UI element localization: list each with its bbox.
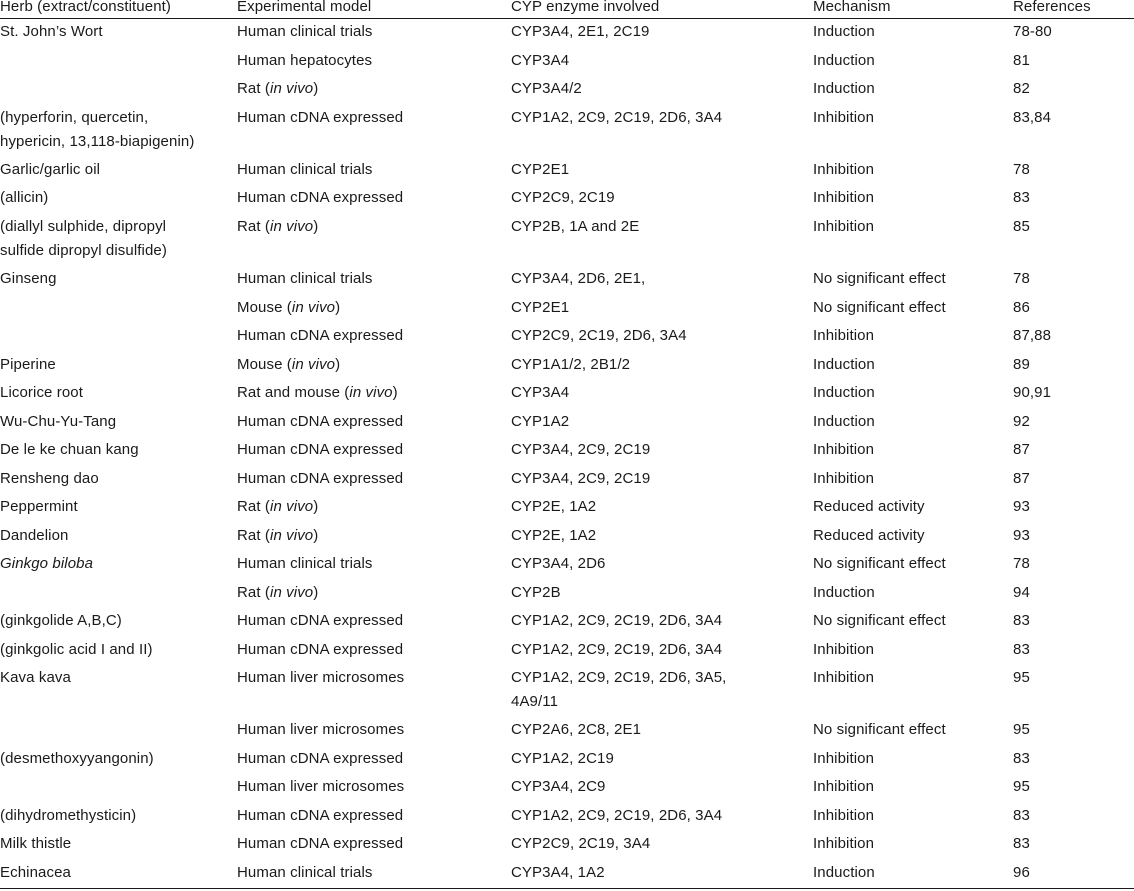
table-top-rule [0, 18, 1134, 19]
cell-mechanism: Inhibition [813, 189, 875, 206]
table-row [0, 718, 1134, 747]
header-references: References [1013, 0, 1091, 15]
table-row [0, 215, 1134, 267]
cell-cyp: CYP3A4/2 [511, 80, 582, 97]
cell-herb: Licorice root [0, 384, 84, 401]
cell-cyp: CYP2A6, 2C8, 2E1 [511, 721, 642, 738]
cell-model: Human clinical trials [237, 23, 373, 40]
table-row [0, 186, 1134, 215]
table-row [0, 747, 1134, 775]
cell-cyp: CYP2C9, 2C19, 2D6, 3A4 [511, 327, 687, 344]
cell-mechanism: Induction [813, 80, 875, 97]
cell-references: 93 [1013, 498, 1030, 515]
table-row [0, 324, 1134, 353]
cell-references: 82 [1013, 80, 1030, 97]
cell-herb: Piperine [0, 356, 56, 373]
cell-mechanism: Inhibition [813, 441, 875, 458]
cell-herb: (desmethoxyyangonin) [0, 750, 154, 767]
table-row [0, 49, 1134, 77]
cell-model: Human clinical trials [237, 555, 373, 572]
table-row [0, 438, 1134, 467]
cell-references: 93 [1013, 527, 1030, 544]
cell-mechanism: No significant effect [813, 612, 946, 629]
cell-herb: Kava kava [0, 669, 71, 686]
cell-mechanism: Inhibition [813, 750, 875, 767]
cell-references: 78 [1013, 270, 1030, 287]
cell-mechanism: Induction [813, 864, 875, 881]
cell-model: Human cDNA expressed [237, 835, 404, 852]
cell-herb: Echinacea [0, 864, 71, 881]
table-row [0, 495, 1134, 524]
cell-mechanism: No significant effect [813, 299, 946, 316]
cell-model: Human cDNA expressed [237, 327, 404, 344]
cell-model: Human cDNA expressed [237, 470, 404, 487]
cell-mechanism: Inhibition [813, 669, 875, 686]
table-row [0, 410, 1134, 438]
cell-herb: Ginkgo biloba [0, 555, 94, 572]
cell-herb: Milk thistle [0, 835, 72, 852]
cell-references: 78 [1013, 555, 1030, 572]
cell-cyp: CYP1A2 [511, 413, 570, 430]
table-row [0, 524, 1134, 552]
cell-herb: (ginkgolic acid I and II) [0, 641, 153, 658]
cell-model: Human liver microsomes [237, 669, 405, 686]
cell-mechanism: Inhibition [813, 218, 875, 235]
header-model: Experimental model [237, 0, 372, 15]
cell-model: Rat (in vivo) [237, 80, 319, 97]
cell-references: 83,84 [1013, 109, 1052, 126]
cell-mechanism: Reduced activity [813, 498, 925, 515]
cell-references: 81 [1013, 52, 1030, 69]
cell-model: Human cDNA expressed [237, 750, 404, 767]
cell-cyp: CYP2E1 [511, 161, 570, 178]
cell-references: 87 [1013, 441, 1030, 458]
table-row [0, 609, 1134, 638]
cell-references: 86 [1013, 299, 1030, 316]
cell-model: Rat (in vivo) [237, 498, 319, 515]
table-row [0, 106, 1134, 158]
cell-references: 94 [1013, 584, 1030, 601]
table-row [0, 638, 1134, 666]
cell-mechanism: No significant effect [813, 270, 946, 287]
table-row [0, 832, 1134, 861]
cell-model: Human cDNA expressed [237, 109, 404, 126]
cell-cyp: CYP3A4, 2D6, 2E1, [511, 270, 646, 287]
table-row [0, 775, 1134, 804]
cell-cyp: CYP3A4, 1A2 [511, 864, 605, 881]
cell-mechanism: Induction [813, 356, 875, 373]
cell-herb: De le ke chuan kang [0, 441, 139, 458]
cell-mechanism: Induction [813, 52, 875, 69]
cell-mechanism: Inhibition [813, 641, 875, 658]
cell-references: 83 [1013, 807, 1030, 824]
table-row [0, 77, 1134, 106]
cell-mechanism: Inhibition [813, 161, 875, 178]
cell-herb: Ginseng [0, 270, 57, 287]
cell-mechanism: Inhibition [813, 109, 875, 126]
cell-model: Human liver microsomes [237, 721, 405, 738]
cell-mechanism: Induction [813, 23, 875, 40]
cell-herb: Wu-Chu-Yu-Tang [0, 413, 117, 430]
cell-model: Human cDNA expressed [237, 413, 404, 430]
table-row [0, 666, 1134, 718]
table-body [0, 20, 1134, 889]
cell-cyp: CYP2E, 1A2 [511, 498, 597, 515]
cell-model: Human cDNA expressed [237, 441, 404, 458]
cell-references: 87,88 [1013, 327, 1052, 344]
cell-cyp: CYP3A4, 2C9, 2C19 [511, 470, 651, 487]
cell-model: Human hepatocytes [237, 52, 373, 69]
cell-cyp: CYP2B, 1A and 2E [511, 218, 640, 235]
cell-cyp: CYP3A4, 2E1, 2C19 [511, 23, 650, 40]
cell-herb: Garlic/garlic oil [0, 161, 101, 178]
cell-references: 87 [1013, 470, 1030, 487]
cell-cyp: CYP2C9, 2C19, 3A4 [511, 835, 651, 852]
cell-mechanism: Inhibition [813, 807, 875, 824]
table-row [0, 20, 1134, 49]
cell-model: Human cDNA expressed [237, 189, 404, 206]
cell-references: 92 [1013, 413, 1030, 430]
cell-references: 89 [1013, 356, 1030, 373]
cell-cyp: CYP1A1/2, 2B1/2 [511, 356, 631, 373]
cell-model: Human liver microsomes [237, 778, 405, 795]
cell-model: Rat (in vivo) [237, 527, 319, 544]
cell-cyp: CYP3A4, 2C9, 2C19 [511, 441, 651, 458]
cell-cyp: CYP1A2, 2C9, 2C19, 2D6, 3A4 [511, 641, 723, 658]
cell-references: 83 [1013, 835, 1030, 852]
cell-herb: (allicin) [0, 189, 49, 206]
cell-herb: Rensheng dao [0, 470, 99, 487]
cell-references: 83 [1013, 189, 1030, 206]
table-row [0, 267, 1134, 296]
table-row [0, 581, 1134, 609]
cell-cyp: CYP3A4, 2C9 [511, 778, 606, 795]
cell-references: 78 [1013, 161, 1030, 178]
table-row [0, 467, 1134, 495]
table-row [0, 861, 1134, 889]
cell-cyp: CYP3A4 [511, 384, 570, 401]
cell-references: 95 [1013, 778, 1030, 795]
cell-mechanism: No significant effect [813, 721, 946, 738]
table-header [0, 0, 1134, 18]
cell-references: 95 [1013, 669, 1030, 686]
cell-references: 83 [1013, 750, 1030, 767]
cell-references: 78-80 [1013, 23, 1052, 40]
cell-model: Human clinical trials [237, 161, 373, 178]
cell-cyp: CYP1A2, 2C19 [511, 750, 614, 767]
cell-model: Rat (in vivo) [237, 218, 319, 235]
cell-herb: Dandelion [0, 527, 69, 544]
cell-mechanism: Inhibition [813, 470, 875, 487]
cell-cyp: CYP2B [511, 584, 561, 601]
cell-references: 95 [1013, 721, 1030, 738]
cell-references: 85 [1013, 218, 1030, 235]
cell-model: Human clinical trials [237, 864, 373, 881]
cell-mechanism: Reduced activity [813, 527, 925, 544]
cell-model: Human cDNA expressed [237, 807, 404, 824]
cell-model: Human cDNA expressed [237, 612, 404, 629]
cell-herb: (hyperforin, quercetin, hypericin, 13,118-biapigenin) [0, 109, 195, 150]
cell-model: Human cDNA expressed [237, 641, 404, 658]
cell-model: Rat and mouse (in vivo) [237, 384, 398, 401]
table-row [0, 158, 1134, 186]
cell-mechanism: Inhibition [813, 778, 875, 795]
header-herb: Herb (extract/constituent) [0, 0, 171, 15]
table-row [0, 381, 1134, 410]
cell-mechanism: Inhibition [813, 835, 875, 852]
cell-model: Mouse (in vivo) [237, 356, 341, 373]
table-bottom-rule [0, 888, 1134, 889]
cell-mechanism: Inhibition [813, 327, 875, 344]
table-row [0, 296, 1134, 324]
cell-cyp: CYP2E, 1A2 [511, 527, 597, 544]
cell-references: 83 [1013, 612, 1030, 629]
header-cyp: CYP enzyme involved [511, 0, 660, 15]
cell-model: Human clinical trials [237, 270, 373, 287]
cell-mechanism: Induction [813, 584, 875, 601]
cell-herb: Peppermint [0, 498, 78, 515]
cell-mechanism: Induction [813, 384, 875, 401]
cell-mechanism: Induction [813, 413, 875, 430]
cell-cyp: CYP1A2, 2C9, 2C19, 2D6, 3A4 [511, 612, 723, 629]
cell-cyp: CYP3A4 [511, 52, 570, 69]
cell-herb: (dihydromethysticin) [0, 807, 137, 824]
cell-cyp: CYP1A2, 2C9, 2C19, 2D6, 3A4 [511, 807, 723, 824]
cell-cyp: CYP1A2, 2C9, 2C19, 2D6, 3A5, 4A9/11 [511, 669, 727, 710]
cell-references: 90,91 [1013, 384, 1052, 401]
table-row [0, 353, 1134, 381]
cell-herb: (ginkgolide A,B,C) [0, 612, 122, 629]
cell-mechanism: No significant effect [813, 555, 946, 572]
header-mechanism: Mechanism [813, 0, 891, 15]
cell-model: Rat (in vivo) [237, 584, 319, 601]
cell-cyp: CYP2E1 [511, 299, 570, 316]
cell-references: 83 [1013, 641, 1030, 658]
cell-herb: (diallyl sulphide, dipropyl sulfide dipropyl disulfide) [0, 218, 167, 259]
cell-cyp: CYP1A2, 2C9, 2C19, 2D6, 3A4 [511, 109, 723, 126]
table-row [0, 552, 1134, 581]
table-row [0, 804, 1134, 832]
cell-herb: St. John’s Wort [0, 23, 103, 40]
cell-references: 96 [1013, 864, 1030, 881]
cell-cyp: CYP2C9, 2C19 [511, 189, 615, 206]
cell-cyp: CYP3A4, 2D6 [511, 555, 606, 572]
cell-model: Mouse (in vivo) [237, 299, 341, 316]
